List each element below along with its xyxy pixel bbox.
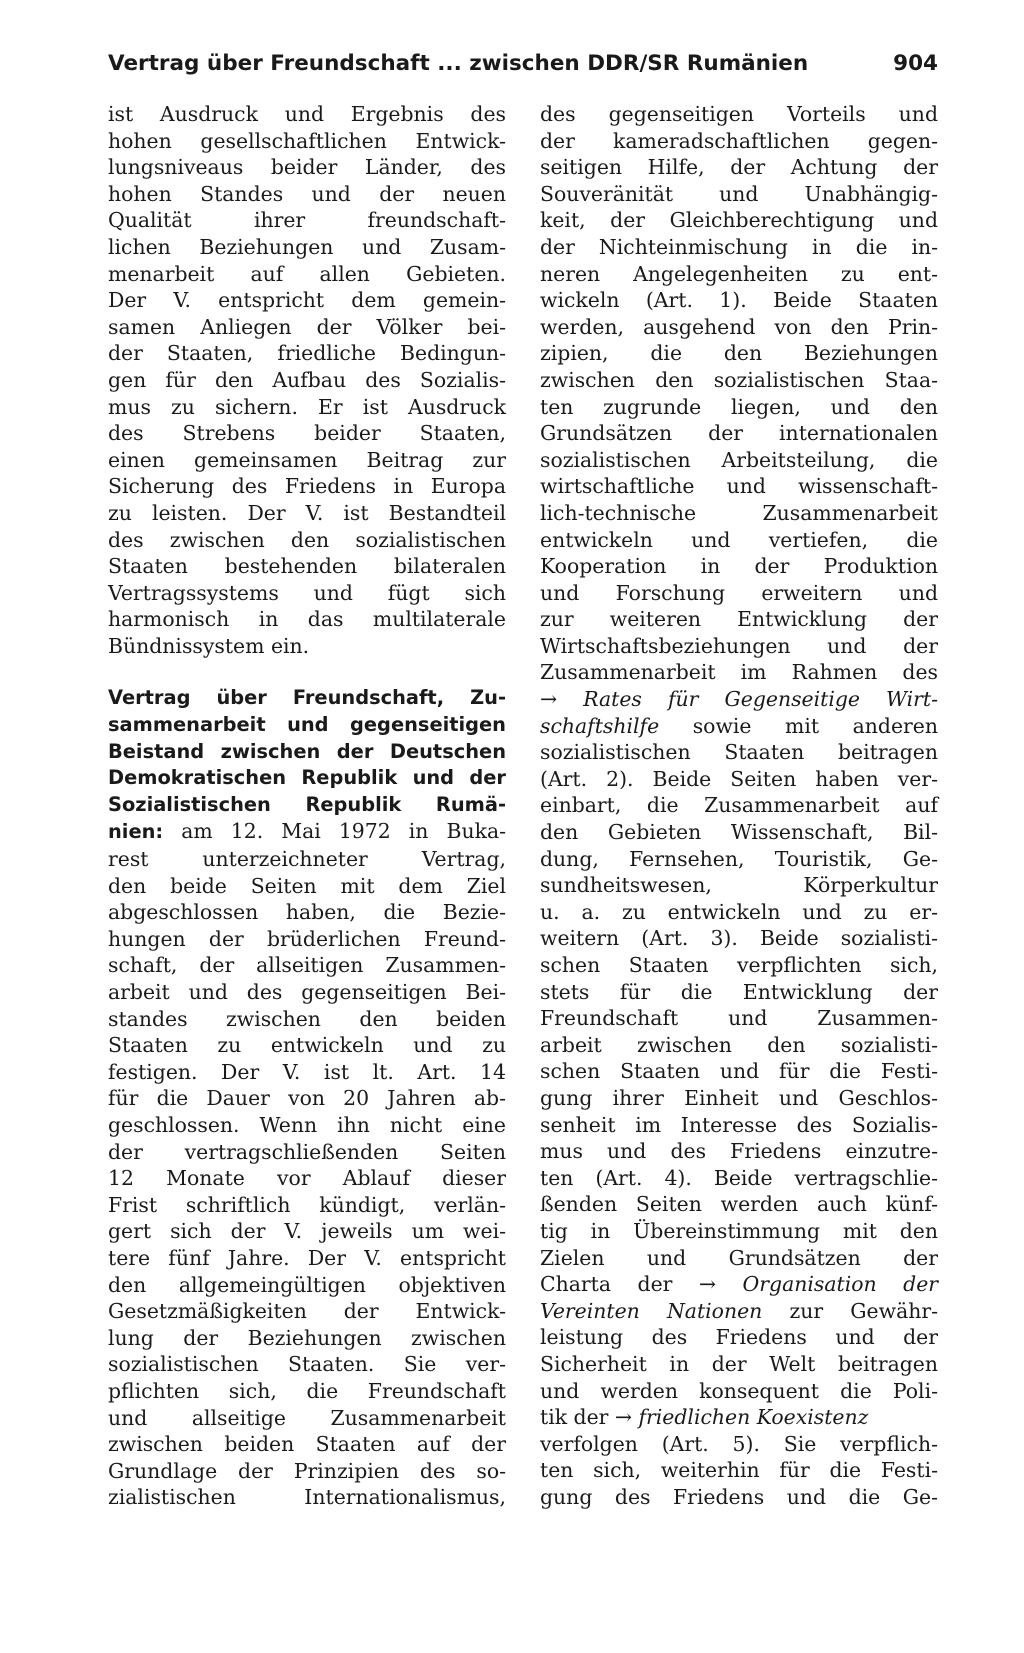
entry-heading-line: Vertrag über Freundschaft, Zu-: [108, 686, 506, 710]
text-line: tik der: [540, 1405, 609, 1430]
text-line: hohen Standes und der neuen: [108, 181, 506, 206]
entry-text-start: am 12. Mai 1972 in Buka-: [181, 819, 506, 844]
text-line: ten zugrunde liegen, und den: [540, 394, 938, 419]
text-line: (Art. 2). Beide Seiten haben ver-: [540, 766, 938, 791]
page-number: 904: [893, 51, 938, 76]
text-line: abgeschlossen haben, die Bezie-: [108, 900, 506, 925]
entry-heading-line: Beistand zwischen der Deutschen: [108, 739, 506, 763]
cross-reference-koexistenz[interactable]: friedlichen Koexistenz: [638, 1405, 869, 1430]
entry-vertrag-rumaenien: [108, 685, 506, 1510]
text-line: und Forschung erweitern und: [540, 580, 938, 605]
text-line: Sicherung des Friedens in Europa: [108, 474, 506, 499]
text-line: Kooperation in der Produktion: [540, 554, 938, 579]
text-line: verfolgen (Art. 5). Sie verpflich-: [540, 1431, 938, 1456]
text-line: ten (Art. 4). Beide vertragschlie-: [540, 1165, 938, 1190]
text-line: wickeln (Art. 1). Beide Staaten: [540, 288, 938, 313]
text-line: Frist schriftlich kündigt, verlän-: [108, 1192, 506, 1217]
paragraph-gap: [108, 659, 506, 685]
text-line: des gegenseitigen Vorteils und: [540, 102, 938, 126]
text-line: Staaten bestehenden bilateralen: [108, 554, 506, 579]
entry-heading-line: Demokratischen Republik und der: [108, 766, 506, 790]
text-line: zialistischen Internationalismus,: [108, 1485, 506, 1510]
cross-reference-arrow: →: [698, 1272, 717, 1297]
text-line: hohen gesellschaftlichen Entwick-: [108, 128, 506, 153]
text-line: hungen der brüderlichen Freund-: [108, 926, 506, 951]
text-line: des Strebens beider Staaten,: [108, 421, 506, 446]
text-line: zur Gewähr-: [789, 1298, 939, 1323]
text-line: 12 Monate vor Ablauf dieser: [108, 1166, 506, 1191]
text-line: ist Ausdruck und Ergebnis des: [108, 102, 506, 126]
text-line: dung, Fernsehen, Touristik, Ge-: [540, 846, 938, 871]
text-line: tig in Übereinstimmung mit den: [540, 1218, 938, 1243]
text-line: u. a. zu entwickeln und zu er-: [540, 899, 938, 924]
text-line: der Staaten, friedliche Bedingun-: [108, 341, 506, 366]
text-line: arbeit zwischen den sozialisti-: [540, 1032, 938, 1057]
text-line: ßenden Seiten werden auch künf-: [540, 1192, 938, 1217]
text-line: lich-technische Zusammenarbeit: [540, 500, 938, 525]
left-column: [108, 101, 506, 1511]
text-line: sozialistischen Staaten. Sie ver-: [108, 1352, 506, 1377]
text-line: sundheitswesen, Körperkultur: [540, 873, 938, 898]
text-line: Grundsätzen der internationalen: [540, 421, 938, 446]
text-line: sozialistischen Arbeitsteilung, die: [540, 447, 938, 472]
text-line: einbart, die Zusammenarbeit auf: [540, 793, 938, 818]
text-line: schen Staaten und für die Festi-: [540, 1059, 938, 1084]
page-header-title: Vertrag über Freundschaft ... zwischen DDR/SR Rumänien: [108, 51, 809, 76]
text-line: Zusammenarbeit im Rahmen des: [540, 660, 938, 685]
text-line: den beide Seiten mit dem Ziel: [108, 873, 506, 898]
text-line: der Nichteinmischung in die in-: [540, 234, 938, 259]
cross-reference-rgw-cont[interactable]: schaftshilfe: [540, 713, 660, 738]
text-line: pflichten sich, die Freundschaft: [108, 1378, 506, 1403]
text-line: schen Staaten verpflichten sich,: [540, 953, 938, 977]
text-line: mus zu sichern. Er ist Ausdruck: [108, 394, 506, 419]
text-line: senheit im Interesse des Sozialis-: [540, 1112, 938, 1137]
text-line: Qualität ihrer freundschaft-: [108, 208, 506, 233]
cross-reference-uno-cont[interactable]: Vereinten Nationen: [540, 1298, 763, 1323]
text-line: stets für die Entwicklung der: [540, 979, 938, 1004]
text-line: wirtschaftliche und wissenschaft-: [540, 474, 938, 499]
running-head: [108, 44, 938, 84]
text-line: rest unterzeichneter Vertrag,: [108, 847, 506, 872]
text-line: Bündnissystem ein.: [108, 633, 310, 658]
entry-heading-line: Sozialistischen Republik Rumä-: [108, 792, 506, 816]
text-line: zur weiteren Entwicklung der: [540, 607, 938, 632]
text-line: sozialistischen Staaten beitragen: [540, 740, 938, 765]
text-line: samen Anliegen der Völker bei-: [108, 314, 506, 339]
text-line: lung der Beziehungen zwischen: [108, 1325, 506, 1350]
text-line: gen für den Aufbau des Sozialis-: [108, 367, 506, 392]
text-line: des zwischen den sozialistischen: [108, 527, 506, 552]
text-line: mus und des Friedens einzutre-: [540, 1139, 938, 1164]
text-line: Freundschaft und Zusammen-: [540, 1006, 938, 1031]
text-line: einen gemeinsamen Beitrag zur: [108, 447, 506, 472]
text-line: harmonisch in das multilaterale: [108, 607, 506, 632]
paragraph-continued: [108, 101, 506, 659]
text-line: den allgemeingültigen objektiven: [108, 1272, 506, 1297]
cross-reference-arrow: →: [614, 1405, 632, 1430]
text-line: Grundlage der Prinzipien des so-: [108, 1458, 506, 1483]
entry-heading-line: sammenarbeit und gegenseitigen: [108, 713, 506, 737]
cross-reference-rgw[interactable]: Rates für Gegenseitige Wirt-: [583, 687, 939, 712]
text-line: gert sich der V. jeweils um wei-: [108, 1219, 506, 1244]
text-line: Souveränität und Unabhängig-: [540, 181, 938, 206]
cross-reference-uno[interactable]: Organisation der: [742, 1272, 939, 1297]
text-line: entwickeln und vertiefen, die: [540, 527, 938, 552]
text-line: zwischen den sozialistischen Staa-: [540, 367, 938, 392]
text-line: der vertragschließenden Seiten: [108, 1139, 506, 1164]
text-line: seitigen Hilfe, der Achtung der: [540, 155, 938, 180]
text-line: lichen Beziehungen und Zusam-: [108, 234, 506, 259]
text-line: den Gebieten Wissenschaft, Bil-: [540, 820, 938, 845]
text-line: Sicherheit in der Welt beitragen: [540, 1351, 938, 1376]
text-line: der kameradschaftlichen gegen-: [540, 128, 938, 153]
text-line: zu leisten. Der V. ist Bestandteil: [108, 500, 506, 525]
text-line: leistung des Friedens und der: [540, 1325, 938, 1350]
text-line: gung des Friedens und die Ge-: [540, 1484, 938, 1509]
text-line: weitern (Art. 3). Beide sozialisti-: [540, 926, 938, 951]
text-line: zwischen beiden Staaten auf der: [108, 1432, 506, 1457]
text-line: und allseitige Zusammenarbeit: [108, 1405, 506, 1430]
text-line: arbeit und des gegenseitigen Bei-: [108, 980, 506, 1004]
text-line: Gesetzmäßigkeiten der Entwick-: [108, 1299, 506, 1324]
text-line: keit, der Gleichberechtigung und: [540, 208, 938, 233]
text-line: Der V. entspricht dem gemein-: [108, 288, 506, 313]
text-line: sowie mit anderen: [692, 713, 938, 738]
text-line: Charta der: [540, 1272, 673, 1297]
text-line: tere fünf Jahre. Der V. entspricht: [108, 1245, 506, 1270]
text-line: standes zwischen den beiden: [108, 1006, 506, 1031]
text-line: Vertragssystems und fügt sich: [108, 580, 506, 605]
text-line: Wirtschaftsbeziehungen und der: [540, 633, 938, 658]
text-line: Staaten zu entwickeln und zu: [108, 1033, 506, 1058]
text-line: festigen. Der V. ist lt. Art. 14: [108, 1059, 506, 1084]
text-line: zipien, die den Beziehungen: [540, 341, 938, 366]
text-line: menarbeit auf allen Gebieten.: [108, 261, 506, 286]
entry-heading-tail: nien:: [108, 820, 164, 844]
text-line: schaft, der allseitigen Zusammen-: [108, 953, 506, 978]
text-line: Zielen und Grundsätzen der: [540, 1245, 938, 1270]
text-line: geschlossen. Wenn ihn nicht eine: [108, 1112, 506, 1137]
cross-reference-arrow: →: [540, 687, 558, 712]
text-line: lungsniveaus beider Länder, des: [108, 155, 506, 180]
text-line: und werden konsequent die Poli-: [540, 1378, 938, 1403]
text-line: werden, ausgehend von den Prin-: [540, 314, 938, 339]
text-line: für die Dauer von 20 Jahren ab-: [108, 1086, 506, 1111]
right-column: [540, 101, 938, 1510]
text-line: neren Angelegenheiten zu ent-: [540, 261, 938, 286]
text-line: gung ihrer Einheit und Geschlos-: [540, 1085, 938, 1110]
text-line: ten sich, weiterhin für die Festi-: [540, 1458, 938, 1483]
